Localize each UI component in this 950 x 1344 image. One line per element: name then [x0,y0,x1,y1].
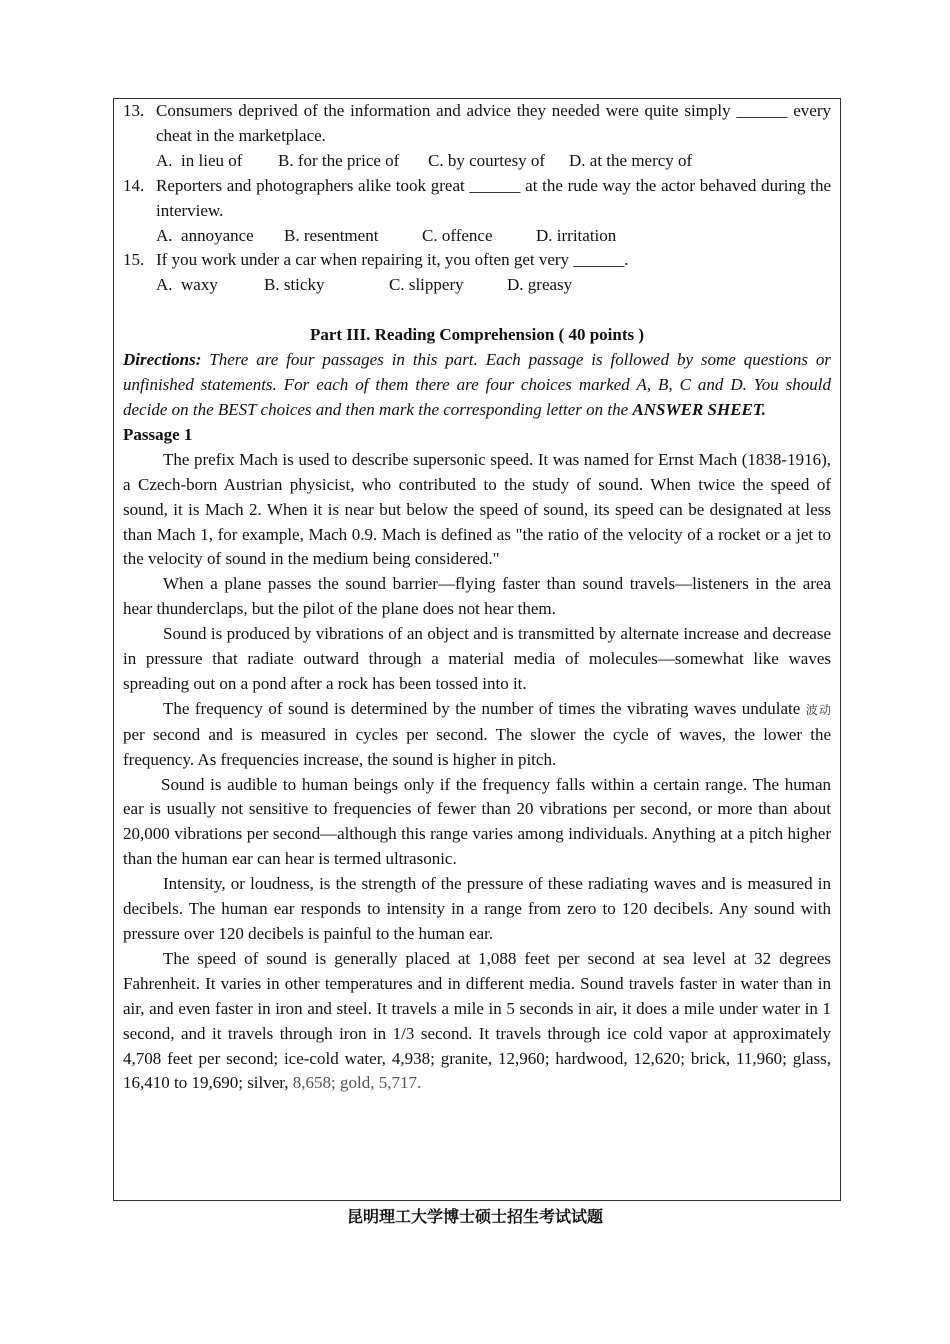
passage-paragraph-3: Sound is produced by vibrations of an object and is transmitted by alternate increase and decrease in pressure that radiate outward through a material media of molecules—somewhat like waves spreading out on a pond after a rock has been tossed into it. [123,624,831,693]
question-number: 13. [123,101,145,120]
passage-paragraph-1: The prefix Mach is used to describe supersonic speed. It was named for Ernst Mach (1838-1916), a Czech-born Austrian physicist, who contributed to the study of sound. When twice the speed of sound, it is Mach 2. When it is near but below the speed of sound, its speed can be designated at less than Mach 1, for example, Mach 0.9. Mach is defined as "the ratio of the velocity of a rocket or a jet to the velocity of sound in the medium being considered." [123,449,831,569]
passage-paragraph-6: Intensity, or loudness, is the strength of the pressure of these radiating waves and is measured in decibels. The human ear responds to intensity in a range from zero to 120 decibels. Any sound with pressure over 120 decibels is painful to the human ear. [123,874,831,943]
question-13 [123,99,831,149]
question-text: If you work under a car when repairing it, you often get very ______. [156,250,629,270]
option-c: C. by courtesy of [428,150,546,170]
option-a: A. waxy [156,275,218,295]
question-14 [123,174,831,224]
passage-paragraph-7 [123,947,831,1096]
page-footer: 昆明理工大学博士硕士招生考试试题 [346,1207,603,1226]
question-15-options [123,273,831,298]
option-d: D. at the mercy of [569,150,693,170]
directions-label: Directions: [123,350,202,370]
question-15 [123,248,831,273]
option-b: B. for the price of [278,150,400,170]
option-b: B. sticky [264,275,325,295]
directions-text: There are four passages in this part. Each passage is followed by some questions or unfinished statements. For each of them there are four choices marked A, B, C and D. You should decide on the BEST choices and then mark the corresponding letter on the [123,350,831,419]
part-title: Part III. Reading Comprehension ( 40 points ) [309,325,645,345]
option-c: C. offence [422,225,493,245]
exam-content [123,99,831,1096]
option-d: D. greasy [507,275,573,295]
spacer [123,298,831,323]
passage-paragraph-5: Sound is audible to human beings only if the frequency falls within a certain range. The human ear is usually not sensitive to frequencies of fewer than 20 vibrations per second, or more than about 20,000 vibrations per second—although this range varies among individuals. Anything at a pitch higher than the human ear can hear is termed ultrasonic. [123,774,831,869]
question-14-options [123,224,831,249]
option-a: A. annoyance [156,225,254,245]
option-c: C. slippery [389,275,464,295]
question-number: 15. [123,250,145,270]
passage-title: Passage 1 [123,424,193,444]
option-d: D. irritation [536,225,617,245]
directions [123,348,831,423]
question-13-options [123,149,831,174]
question-number: 14. [123,175,145,195]
paragraph-7-part-1: The speed of sound is generally placed at 1,088 feet per second at sea level at 32 degrees Fahrenheit. It varies in other temperatures and in different media. Sound travels faster in water than in air, and even faster in iron and steel. It travels a mile in 5 seconds in air, it does a mile under water in 1 second, and it travels through iron in 1/3 second. It travels through ice cold vapor at approximately 4,708 feet per second; ice-cold water, 4,938; granite, 12,960; hardwood, 12,620; brick, 11,960; glass, 16,410 to 19,690; silver, [123,948,831,1093]
question-text: Consumers deprived of the information and advice they needed were quite simply ______ every cheat in the marketplace. [156,101,831,145]
chinese-gloss: 波动 [805,702,831,717]
option-b: B. resentment [284,225,379,245]
paragraph-7-part-2: 8,658; gold, 5,717. [292,1073,422,1093]
option-a: A. in lieu of [156,150,243,170]
paragraph-4-part-1: The frequency of sound is determined by the number of times the vibrating waves undulate [163,698,806,718]
passage-paragraph-4 [123,697,831,773]
question-text: Reporters and photographers alike took great ______ at the rude way the actor behaved during the interview. [156,175,831,220]
exam-frame [113,98,841,1201]
paragraph-4-part-2: per second and is measured in cycles per second. The slower the cycle of waves, the lower the frequency. As frequencies increase, the sound is higher in pitch. [123,724,831,769]
passage-paragraph-2: When a plane passes the sound barrier—flying faster than sound travels—listeners in the area hear thunderclaps, but the pilot of the plane does not hear them. [123,574,831,619]
directions-emphasis: ANSWER SHEET. [632,399,766,419]
